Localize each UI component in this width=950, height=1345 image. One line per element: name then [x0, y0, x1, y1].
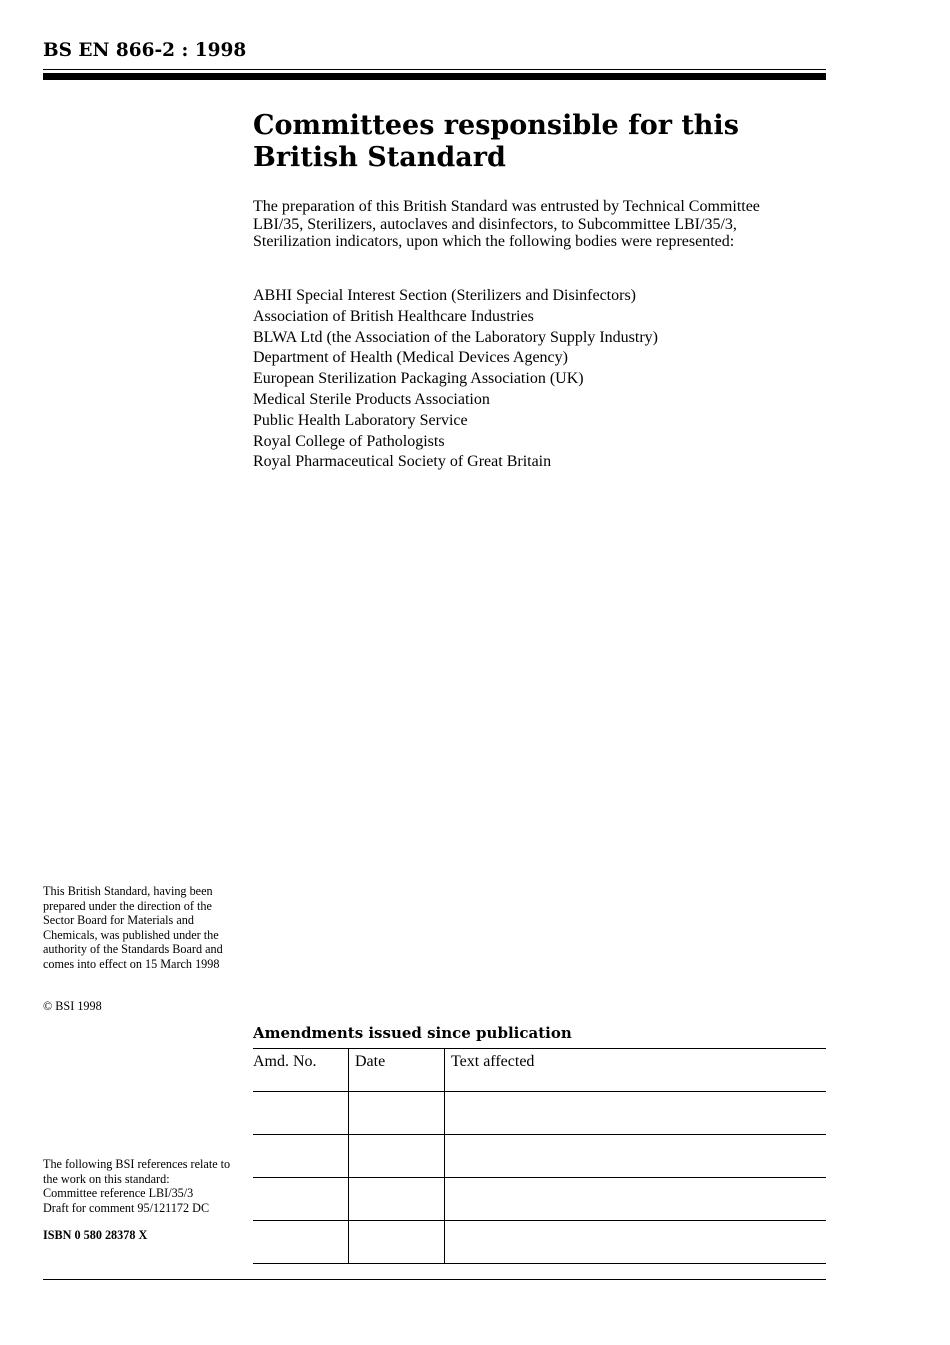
column-header-text-affected: Text affected	[445, 1049, 827, 1092]
isbn: ISBN 0 580 28378 X	[43, 1228, 148, 1242]
header-rule-thick	[43, 73, 826, 80]
table-cell	[445, 1135, 827, 1178]
table-row	[253, 1092, 826, 1135]
table-cell	[253, 1135, 349, 1178]
list-item: ABHI Special Interest Section (Sterilizers and Disinfectors)	[253, 287, 636, 304]
page-title	[253, 110, 813, 174]
table-cell	[445, 1092, 827, 1135]
list-item: Public Health Laboratory Service	[253, 411, 468, 429]
table-cell	[253, 1092, 349, 1135]
footer-rule	[43, 1279, 826, 1280]
list-item: BLWA Ltd (the Association of the Laboratory Supply Industry)	[253, 328, 658, 346]
list-item: Royal College of Pathologists	[253, 432, 445, 450]
table-cell	[445, 1221, 827, 1264]
title-line-1: Committees responsible for this	[253, 110, 739, 141]
table-cell	[349, 1178, 445, 1221]
amendments-title: Amendments issued since publication	[253, 1024, 572, 1042]
table-row	[253, 1135, 826, 1178]
list-item: Medical Sterile Products Association	[253, 390, 490, 408]
table-cell	[253, 1178, 349, 1221]
list-item: Department of Health (Medical Devices Agency)	[253, 349, 568, 367]
table-cell	[253, 1221, 349, 1264]
table-row	[253, 1221, 826, 1264]
amendments-table	[253, 1048, 826, 1264]
draft-reference: Draft for comment 95/121172 DC	[43, 1200, 210, 1215]
table-cell	[445, 1178, 827, 1221]
table-header-row	[253, 1049, 826, 1092]
represented-bodies-list	[253, 286, 658, 473]
table-row	[253, 1178, 826, 1221]
bsi-references	[43, 1157, 238, 1243]
publication-note: This British Standard, having been prepared under the direction of the Sector Board for Materials and Chemicals, was published under the authority of the Standards Board and comes into effect on 15 March 1998	[43, 884, 223, 971]
references-intro: The following BSI references relate to the work on this standard:	[43, 1157, 231, 1186]
column-header-amd-no: Amd. No.	[253, 1049, 349, 1092]
table-cell	[349, 1221, 445, 1264]
committee-reference: Committee reference LBI/35/3	[43, 1186, 194, 1200]
title-line-2: British Standard	[253, 142, 506, 173]
list-item: Royal Pharmaceutical Society of Great Britain	[253, 453, 552, 471]
column-header-date: Date	[349, 1049, 445, 1092]
list-item: European Sterilization Packaging Association (UK)	[253, 370, 584, 388]
list-item: Association of British Healthcare Industries	[253, 307, 534, 325]
intro-paragraph: The preparation of this British Standard was entrusted by Technical Committee LBI/35, Sterilizers, autoclaves and disinfectors, to Subcommittee LBI/35/3, Sterilization indicators, upon which the following bodies were represented:	[253, 198, 760, 250]
document-code: BS EN 866-2 : 1998	[43, 40, 247, 61]
table-cell	[349, 1135, 445, 1178]
copyright-notice: © BSI 1998	[43, 999, 102, 1013]
header-rule-thin	[43, 69, 826, 70]
table-cell	[349, 1092, 445, 1135]
